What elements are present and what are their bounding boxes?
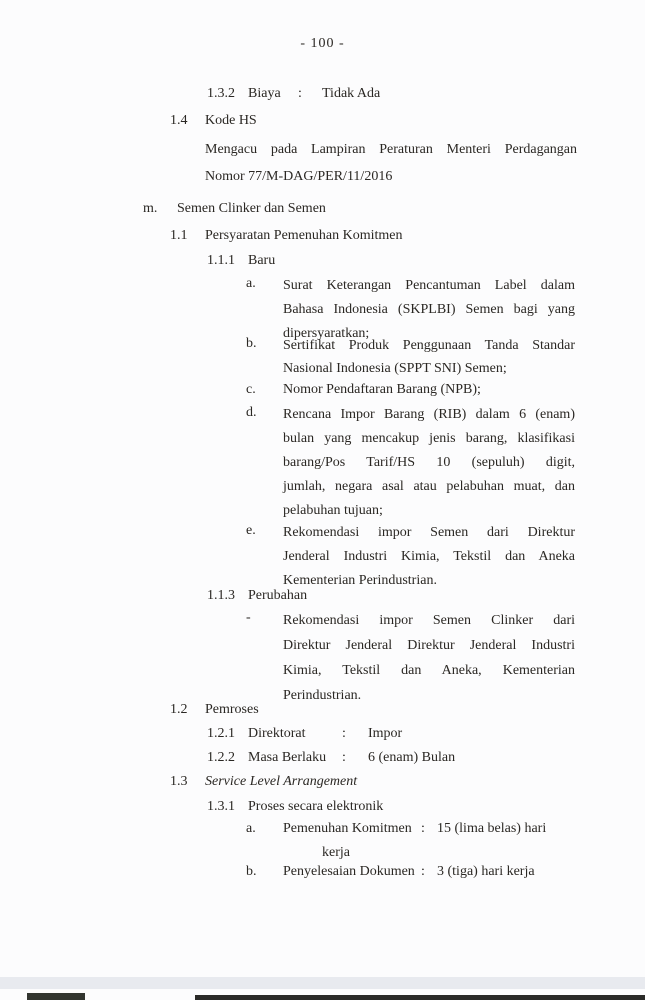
list-item-lines bbox=[283, 380, 575, 400]
scan-artifact-band bbox=[0, 977, 645, 989]
list-item-line: Sertifikat Produk Penggunaan Tanda Standar bbox=[283, 338, 575, 353]
item-1-2-pemroses bbox=[0, 700, 645, 720]
item-key: Biaya bbox=[248, 86, 281, 101]
list-item-label: b. bbox=[246, 336, 257, 351]
item-title: Proses secara elektronik bbox=[248, 799, 384, 814]
item-value: 6 (enam) Bulan bbox=[368, 750, 456, 765]
list-item-lines bbox=[283, 608, 575, 708]
item-number: 1.3.1 bbox=[207, 799, 235, 814]
list-item-sla-a bbox=[0, 819, 645, 839]
item-1-4-kode-hs bbox=[0, 111, 645, 131]
list-item-line: Perindustrian. bbox=[283, 688, 362, 703]
item-title: Persyaratan Pemenuhan Komitmen bbox=[205, 228, 403, 243]
list-item-line: Nomor Pendaftaran Barang (NPB); bbox=[283, 382, 481, 397]
list-item-e bbox=[0, 521, 645, 593]
list-item-lines bbox=[283, 521, 575, 593]
item-1-3-sla bbox=[0, 772, 645, 792]
item-m-semen-clinker bbox=[0, 199, 645, 219]
list-item-d bbox=[0, 403, 645, 523]
item-key: Masa Berlaku bbox=[248, 750, 327, 765]
list-item-label: - bbox=[246, 610, 251, 625]
list-item-line: Nasional Indonesia (SPPT SNI) Semen; bbox=[283, 361, 507, 376]
item-title: Pemroses bbox=[205, 702, 259, 717]
item-title: Baru bbox=[248, 253, 276, 268]
list-item-c bbox=[0, 380, 645, 400]
list-item-line: Surat Keterangan Pencantuman Label dalam bbox=[283, 278, 575, 293]
list-item-line: Rekomendasi impor Semen Clinker dari bbox=[283, 613, 575, 628]
list-item-label: a. bbox=[246, 276, 256, 291]
list-item-line: Rencana Impor Barang (RIB) dalam 6 (enam) bbox=[283, 407, 575, 422]
item-title: Service Level Arrangement bbox=[205, 774, 358, 789]
item-number: 1.1.3 bbox=[207, 588, 235, 603]
list-item-line: pelabuhan tujuan; bbox=[283, 503, 383, 518]
list-item-line: Rekomendasi impor Semen dari Direktur bbox=[283, 525, 575, 540]
scan-artifact-bar-left bbox=[27, 993, 85, 1000]
item-1-3-2-biaya bbox=[0, 84, 645, 104]
list-item-line: dipersyaratkan; bbox=[283, 326, 370, 341]
item-colon: : bbox=[342, 750, 346, 765]
item-key: Penyelesaian Dokumen bbox=[283, 864, 415, 879]
item-title: Kode HS bbox=[205, 113, 257, 128]
scan-artifact-bar-right bbox=[195, 995, 645, 1000]
item-1-1-3-perubahan bbox=[0, 586, 645, 606]
list-item-lines bbox=[283, 334, 575, 380]
list-item-line: Kimia, Tekstil dan Aneka, Kementerian bbox=[283, 663, 575, 678]
paragraph-kode-hs-body bbox=[0, 136, 645, 190]
list-item-sla-b bbox=[0, 862, 645, 882]
item-colon: : bbox=[298, 86, 302, 101]
item-number: 1.2.2 bbox=[207, 750, 235, 765]
list-item-line: bulan yang mencakup jenis barang, klasifikasi bbox=[283, 431, 575, 446]
list-item-label: d. bbox=[246, 405, 257, 420]
item-1-1-persyaratan bbox=[0, 226, 645, 246]
list-item-dash bbox=[0, 608, 645, 708]
item-colon: : bbox=[421, 864, 425, 879]
item-key: Direktorat bbox=[248, 726, 306, 741]
item-value-continuation: kerja bbox=[322, 845, 350, 860]
indent-spacer bbox=[170, 136, 205, 190]
item-value: 15 (lima belas) hari bbox=[437, 821, 547, 836]
item-number: 1.3.2 bbox=[207, 86, 235, 101]
list-item-label: e. bbox=[246, 523, 256, 538]
item-number: 1.1 bbox=[170, 228, 188, 243]
item-number: 1.3 bbox=[170, 774, 188, 789]
paragraph-line: Nomor 77/M-DAG/PER/11/2016 bbox=[205, 169, 393, 184]
page-number: - 100 - bbox=[300, 36, 345, 51]
list-item-line: Direktur Jenderal Direktur Jenderal Industri bbox=[283, 638, 575, 653]
item-number: 1.1.1 bbox=[207, 253, 235, 268]
list-item-line: Jenderal Industri Kimia, Tekstil dan Aneka bbox=[283, 549, 575, 564]
list-item-sla-a-continuation bbox=[0, 843, 645, 863]
item-number: 1.4 bbox=[170, 113, 188, 128]
item-colon: : bbox=[342, 726, 346, 741]
item-key: Pemenuhan Komitmen bbox=[283, 821, 412, 836]
item-1-1-1-baru bbox=[0, 251, 645, 271]
list-item-b bbox=[0, 334, 645, 380]
list-item-label: a. bbox=[246, 821, 256, 836]
item-value: 3 (tiga) hari kerja bbox=[437, 864, 535, 879]
item-1-2-1-direktorat bbox=[0, 724, 645, 744]
item-value: Tidak Ada bbox=[322, 86, 381, 101]
item-1-2-2-masa-berlaku bbox=[0, 748, 645, 768]
list-item-line: Kementerian Perindustrian. bbox=[283, 573, 437, 588]
item-value: Impor bbox=[368, 726, 403, 741]
list-item-lines bbox=[283, 403, 575, 523]
list-item-line: Bahasa Indonesia (SKPLBI) Semen bagi yang bbox=[283, 302, 575, 317]
item-number: 1.2.1 bbox=[207, 726, 235, 741]
paragraph-line: Mengacu pada Lampiran Peraturan Menteri Perdagangan bbox=[205, 142, 577, 157]
list-item-line: barang/Pos Tarif/HS 10 (sepuluh) digit, bbox=[283, 455, 575, 470]
item-title: Perubahan bbox=[248, 588, 308, 603]
list-item-line: jumlah, negara asal atau pelabuhan muat, dan bbox=[283, 479, 575, 494]
item-1-3-1-proses bbox=[0, 797, 645, 817]
paragraph-lines bbox=[205, 136, 577, 190]
item-number: 1.2 bbox=[170, 702, 188, 717]
item-title: Semen Clinker dan Semen bbox=[177, 201, 326, 216]
list-item-label: b. bbox=[246, 864, 257, 879]
list-item-label: c. bbox=[246, 382, 256, 397]
item-number: m. bbox=[143, 201, 158, 216]
item-colon: : bbox=[421, 821, 425, 836]
